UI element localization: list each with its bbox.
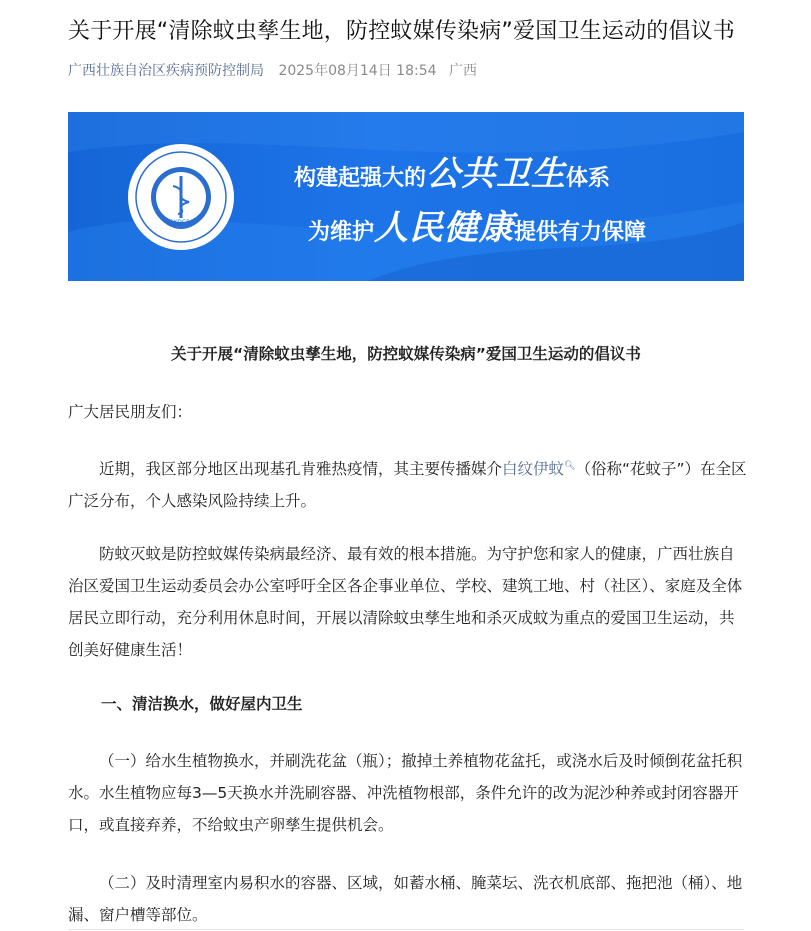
cdc-logo-icon (126, 142, 236, 252)
publish-time: 2025年08月14日 18:54 (278, 63, 437, 79)
banner-slogan-line1 (294, 152, 610, 201)
publish-region: 广西 (448, 63, 477, 79)
document-heading: 关于开展“清除蚊虫孳生地，防控蚊媒传染病”爱国卫生运动的倡议书 (171, 345, 641, 363)
paragraph-text: 近期，我区部分地区出现基孔肯雅热疫情，其主要传播媒介 (99, 460, 503, 479)
banner-text: 体系 (566, 166, 611, 191)
section-heading-1: 一、清洁换水，做好屋内卫生 (101, 695, 303, 713)
salutation: 广大居民朋友们： (68, 403, 193, 421)
search-icon[interactable]: 🔍︎ (564, 461, 576, 471)
banner-text: 构建起强大的 (294, 166, 427, 191)
banner-slogan-line2 (308, 206, 646, 255)
paragraph-text: （俗称“花蚊子”）在全区广泛分布，个人感染风险持续上升。 (68, 460, 747, 511)
item-1: （一）给水生植物换水，并刷洗花盆（瓶）；撤掉土养植物花盆托，或浇水后及时倾倒花盆托积水。水生植物应每3—5天换水并洗刷容器、冲洗植物根部，条件允许的改为泥沙种养或封闭容器开口，或直接弃养，不给蚊虫产卵孳生提供机会。 (68, 752, 743, 834)
article-meta (68, 60, 477, 82)
account-name-link[interactable]: 广西壮族自治区疾病预防控制局 (68, 63, 264, 79)
item-2: （二）及时清理室内易积水的容器、区域，如蓄水桶、腌菜坛、洗衣机底部、拖把池（桶）、地漏、窗户槽等部位。 (68, 874, 743, 924)
paragraph-1 (68, 450, 748, 517)
banner-image (68, 112, 744, 281)
article-title: 关于开展“清除蚊虫孳生地，防控蚊媒传染病”爱国卫生运动的倡议书 (68, 19, 735, 44)
divider (68, 929, 744, 930)
search-link-aedes[interactable]: 白纹伊蚊 (502, 460, 565, 479)
paragraph-2: 防蚊灭蚊是防控蚊媒传染病最经济、最有效的根本措施。为守护您和家人的健康，广西壮族自治区爱国卫生运动委员会办公室呼吁全区各企事业单位、学校、建筑工地、村（社区）、家庭及全体居民立即行动，充分利用休息时间，开展以清除蚊虫孳生地和杀灭成蚊为重点的爱国卫生运动，共创美好健康生活！ (68, 545, 743, 659)
banner-emphasis: 人民健康 (374, 208, 515, 248)
banner-text: 为维护 (308, 220, 375, 245)
banner-emphasis: 公共卫生 (426, 154, 567, 194)
logo-abbr: GXDCPA (168, 219, 194, 226)
banner-text: 提供有力保障 (514, 220, 647, 245)
